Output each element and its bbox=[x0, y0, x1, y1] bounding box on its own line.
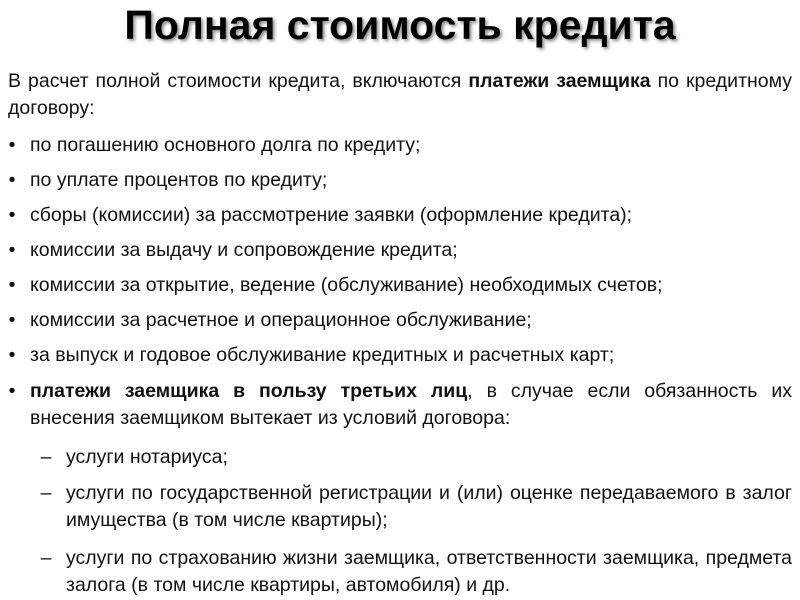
slide-title: Полная стоимость кредита bbox=[124, 2, 676, 48]
intro-paragraph bbox=[8, 68, 792, 122]
list-item-text: комиссии за расчетное и операционное обслуживание; bbox=[30, 309, 532, 331]
dash-icon: – bbox=[40, 547, 52, 569]
list-item bbox=[8, 307, 792, 334]
bullet-icon: • bbox=[8, 309, 16, 331]
list-item bbox=[8, 237, 792, 264]
list-item-text: комиссии за выдачу и сопровождение кредита; bbox=[30, 239, 458, 261]
sub-list-item bbox=[40, 444, 792, 471]
list-item bbox=[8, 272, 792, 299]
list-item-text: по уплате процентов по кредиту; bbox=[30, 169, 328, 191]
bullet-icon: • bbox=[8, 239, 16, 261]
sub-list-item bbox=[40, 545, 792, 599]
third-party-bold-text: платежи заемщика в пользу третьих лиц bbox=[30, 380, 468, 402]
sub-list-item-text: услуги по страхованию жизни заемщика, ответственности заемщика, предмета залога (в том числе квартиры, автомобиля) и др. bbox=[66, 547, 792, 596]
sub-list-item bbox=[40, 480, 792, 534]
list-item bbox=[8, 202, 792, 229]
intro-text-before: В расчет полной стоимости кредита, включаются bbox=[8, 70, 469, 92]
intro-text-after: по кредитному договору: bbox=[8, 70, 792, 119]
list-item-third-party bbox=[8, 378, 792, 432]
bullet-icon: • bbox=[8, 204, 16, 226]
list-item-text: за выпуск и годовое обслуживание кредитных и расчетных карт; bbox=[30, 344, 615, 366]
intro-bold-text: платежи заемщика bbox=[468, 70, 651, 92]
list-item-text: сборы (комиссии) за рассмотрение заявки (оформление кредита); bbox=[30, 204, 633, 226]
bullet-icon: • bbox=[8, 169, 16, 191]
bullet-icon: • bbox=[8, 274, 16, 296]
bullet-icon: • bbox=[8, 134, 16, 156]
dash-icon: – bbox=[40, 446, 52, 468]
sub-list-item-text: услуги по государственной регистрации и (или) оценке передаваемого в залог имущества (в том числе квартиры); bbox=[66, 482, 792, 531]
list-item-text: комиссии за открытие, ведение (обслуживание) необходимых счетов; bbox=[30, 274, 663, 296]
list-item-text: по погашению основного долга по кредиту; bbox=[30, 134, 421, 156]
list-item bbox=[8, 167, 792, 194]
third-party-text: , в случае если обязанность их внесения заемщиком вытекает из условий договора: bbox=[30, 380, 792, 429]
sub-list-item-text: услуги нотариуса; bbox=[66, 446, 228, 468]
dash-icon: – bbox=[40, 482, 52, 504]
list-item bbox=[8, 132, 792, 159]
list-item bbox=[8, 342, 792, 369]
bullet-icon: • bbox=[8, 380, 16, 402]
bullet-icon: • bbox=[8, 344, 16, 366]
